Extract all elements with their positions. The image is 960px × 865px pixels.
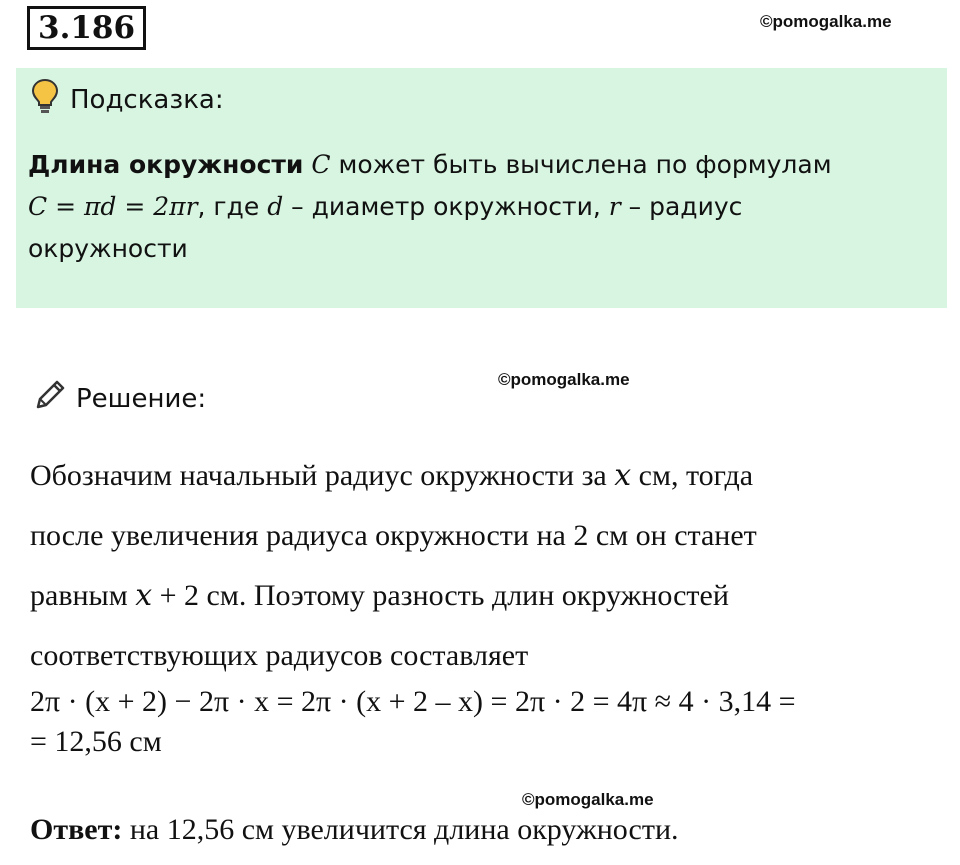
sol-line2: после увеличения радиуса окружности на 2 см он станет bbox=[30, 519, 757, 552]
var-c: C bbox=[311, 150, 331, 179]
answer-text: на 12,56 см увеличится длина окружности. bbox=[122, 813, 679, 846]
answer bbox=[30, 810, 950, 850]
var-x2: x bbox=[135, 578, 153, 613]
lightbulb-icon bbox=[30, 78, 60, 121]
hint-text1: может быть вычислена по формулам bbox=[330, 150, 832, 179]
hint-text5: окружности bbox=[28, 234, 188, 263]
hint-header bbox=[30, 78, 224, 121]
hint-text2: , где bbox=[197, 192, 268, 221]
hint-text bbox=[28, 144, 928, 270]
problem-number: 3.186 bbox=[27, 6, 146, 50]
solution-text bbox=[30, 446, 950, 686]
sol-line4: соответствующих радиусов составляет bbox=[30, 639, 529, 672]
solution-header bbox=[32, 377, 206, 420]
sol-line3a: равным bbox=[30, 579, 136, 612]
pencil-icon bbox=[32, 377, 68, 420]
sol-line1b: см, тогда bbox=[631, 459, 754, 492]
sol-line1a: Обозначим начальный радиус окружности за bbox=[30, 459, 615, 492]
hint-bold-term: Длина окружности bbox=[28, 150, 304, 179]
hint-formula: C = πd = 2πr bbox=[28, 192, 198, 221]
watermark-middle: ©pomogalka.me bbox=[498, 370, 630, 389]
solution-formula bbox=[30, 682, 950, 762]
sol-line3b: + 2 см. Поэтому разность длин окружностей bbox=[152, 579, 729, 612]
formula-line1: 2π · (x + 2) − 2π · x = 2π · (x + 2 – x) = 2π · 2 = 4π ≈ 4 · 3,14 = bbox=[30, 685, 796, 718]
formula-line2: = 12,56 см bbox=[30, 725, 162, 758]
solution-title: Решение: bbox=[76, 383, 207, 414]
watermark-top: ©pomogalka.me bbox=[760, 12, 892, 31]
var-r: r bbox=[608, 192, 621, 221]
watermark-bottom: ©pomogalka.me bbox=[522, 790, 654, 809]
var-x: x bbox=[614, 458, 632, 493]
answer-label: Ответ: bbox=[30, 813, 123, 846]
var-d: d bbox=[267, 192, 284, 221]
hint-text4: – радиус bbox=[620, 192, 743, 221]
hint-text3: – диаметр окружности, bbox=[283, 192, 609, 221]
hint-title: Подсказка: bbox=[70, 84, 224, 115]
